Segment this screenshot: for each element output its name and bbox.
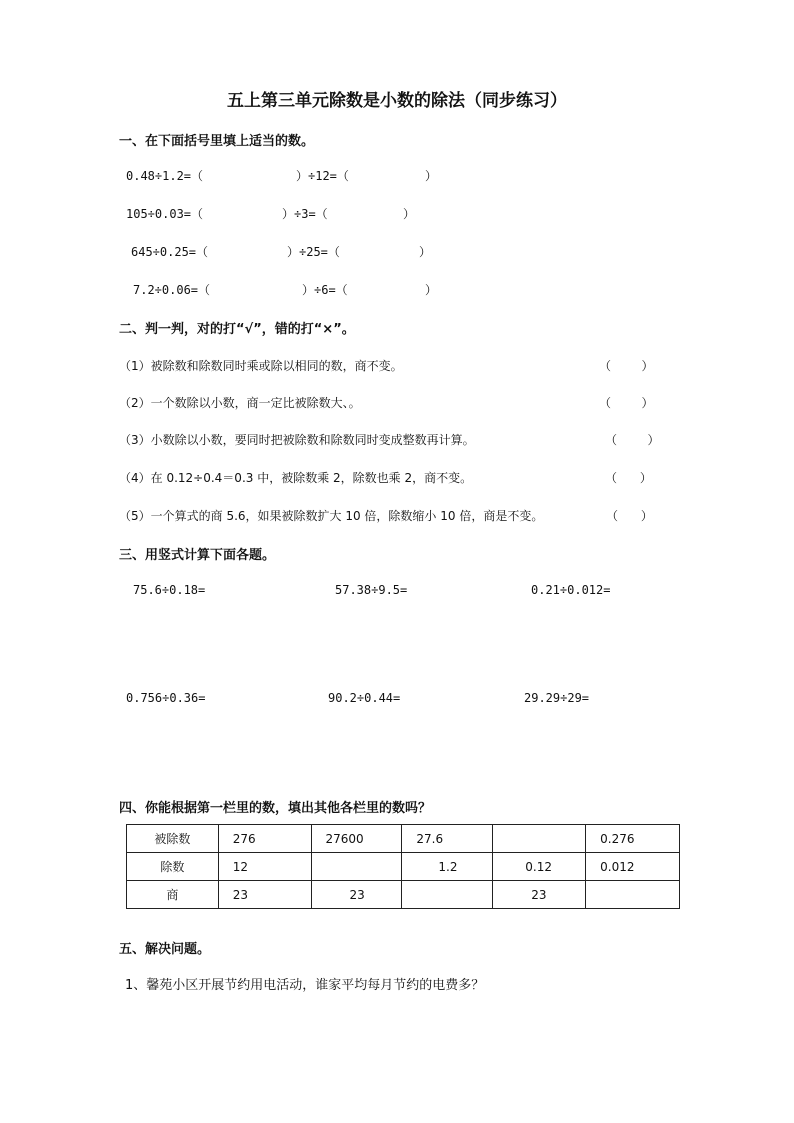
table-cell: 23 xyxy=(218,881,311,909)
judge-item-1-answer[interactable]: （ ） xyxy=(599,359,654,373)
row-header-quotient: 商 xyxy=(127,881,219,909)
fill-row-4-mid: ）÷6=（ xyxy=(302,283,348,297)
fill-row-3-mid: ）÷25=（ xyxy=(287,245,340,259)
judge-item-5: （5）一个算式的商 5.6，如果被除数扩大 10 倍，除数缩小 10 倍，商是不变。 xyxy=(119,509,544,523)
fill-row-3-left: 645÷0.25=（ xyxy=(131,245,209,259)
table-cell: 276 xyxy=(218,825,311,853)
page-title: 五上第三单元除数是小数的除法（同步练习） xyxy=(227,91,567,111)
calc-problem-5: 90.2÷0.44= xyxy=(328,691,401,705)
section-2-heading: 二、判一判，对的打“√”，错的打“×”。 xyxy=(119,322,355,337)
fill-row-4-right: ） xyxy=(425,283,438,297)
fill-row-2-right: ） xyxy=(403,207,416,221)
table-cell: 0.012 xyxy=(586,853,680,881)
fill-row-4-left: 7.2÷0.06=（ xyxy=(133,283,211,297)
judge-item-4-answer[interactable]: （ ） xyxy=(605,471,652,485)
table-cell: 23 xyxy=(311,881,402,909)
fill-row-1-mid: ）÷12=（ xyxy=(296,169,349,183)
fill-row-3-right: ） xyxy=(419,245,432,259)
table-row xyxy=(127,853,680,881)
table-cell: 12 xyxy=(218,853,311,881)
table-row xyxy=(127,881,680,909)
judge-item-3: （3）小数除以小数，要同时把被除数和除数同时变成整数再计算。 xyxy=(119,433,475,447)
calc-problem-6: 29.29÷29= xyxy=(524,691,590,705)
section-4-heading: 四、你能根据第一栏里的数，填出其他各栏里的数吗？ xyxy=(119,801,432,816)
judge-item-1: （1）被除数和除数同时乘或除以相同的数，商不变。 xyxy=(119,359,403,373)
calc-problem-3: 0.21÷0.012= xyxy=(531,583,611,597)
table-cell: 1.2 xyxy=(402,853,493,881)
table-cell: 0.12 xyxy=(493,853,586,881)
row-header-divisor: 除数 xyxy=(127,853,219,881)
table-cell[interactable] xyxy=(493,825,586,853)
fill-row-2-mid: ）÷3=（ xyxy=(282,207,328,221)
section-1-heading: 一、在下面括号里填上适当的数。 xyxy=(119,134,315,149)
fill-row-2-left: 105÷0.03=（ xyxy=(126,207,204,221)
judge-item-5-answer[interactable]: （ ） xyxy=(606,509,653,523)
judge-item-2: （2）一个数除以小数，商一定比被除数大、。 xyxy=(119,396,361,410)
row-header-dividend: 被除数 xyxy=(127,825,219,853)
division-table xyxy=(126,824,680,909)
calc-problem-1: 75.6÷0.18= xyxy=(133,583,206,597)
fill-row-1-right: ） xyxy=(425,169,438,183)
judge-item-2-answer[interactable]: （ ） xyxy=(599,396,654,410)
judge-item-4: （4）在 0.12÷0.4＝0.3 中，被除数乘 2，除数也乘 2，商不变。 xyxy=(119,471,473,485)
table-cell[interactable] xyxy=(311,853,402,881)
judge-item-3-answer[interactable]: （ ） xyxy=(605,433,660,447)
table-cell: 23 xyxy=(493,881,586,909)
section-3-heading: 三、用竖式计算下面各题。 xyxy=(119,548,276,563)
fill-row-1-left: 0.48÷1.2=（ xyxy=(126,169,204,183)
calc-problem-4: 0.756÷0.36= xyxy=(126,691,206,705)
table-cell: 27600 xyxy=(311,825,402,853)
table-cell: 27.6 xyxy=(402,825,493,853)
table-cell[interactable] xyxy=(586,881,680,909)
calc-problem-2: 57.38÷9.5= xyxy=(335,583,408,597)
table-row xyxy=(127,825,680,853)
table-cell[interactable] xyxy=(402,881,493,909)
section-5-heading: 五、解决问题。 xyxy=(119,942,211,957)
problem-1-text: 1、馨苑小区开展节约用电活动，谁家平均每月节约的电费多？ xyxy=(125,978,485,993)
table-cell: 0.276 xyxy=(586,825,680,853)
